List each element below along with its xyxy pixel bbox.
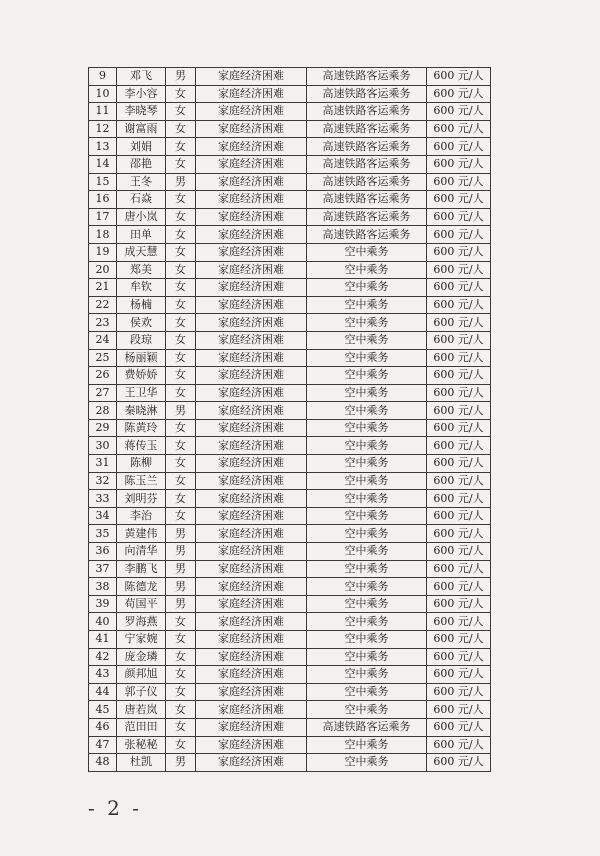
student-major-cell: 高速铁路客运乘务 xyxy=(307,718,427,736)
row-number-cell: 26 xyxy=(89,367,117,385)
student-major-cell: 空中乘务 xyxy=(307,402,427,420)
subsidy-reason-cell: 家庭经济困难 xyxy=(196,349,307,367)
subsidy-amount-cell: 600 元/人 xyxy=(427,648,491,666)
student-major-cell: 高速铁路客运乘务 xyxy=(307,103,427,121)
table-row xyxy=(89,683,491,701)
student-name-cell: 颜邦旭 xyxy=(117,666,166,684)
subsidy-amount-cell: 600 元/人 xyxy=(427,208,491,226)
table-row xyxy=(89,261,491,279)
student-gender-cell: 女 xyxy=(166,349,196,367)
table-row xyxy=(89,718,491,736)
subsidy-reason-cell: 家庭经济困难 xyxy=(196,631,307,649)
student-gender-cell: 女 xyxy=(166,103,196,121)
table-row xyxy=(89,595,491,613)
student-gender-cell: 女 xyxy=(166,701,196,719)
subsidy-reason-cell: 家庭经济困难 xyxy=(196,507,307,525)
student-name-cell: 苟国平 xyxy=(117,595,166,613)
row-number-cell: 47 xyxy=(89,736,117,754)
table-row xyxy=(89,349,491,367)
student-gender-cell: 女 xyxy=(166,314,196,332)
student-major-cell: 高速铁路客运乘务 xyxy=(307,191,427,209)
student-gender-cell: 女 xyxy=(166,208,196,226)
student-gender-cell: 男 xyxy=(166,578,196,596)
student-major-cell: 高速铁路客运乘务 xyxy=(307,138,427,156)
subsidy-reason-cell: 家庭经济困难 xyxy=(196,402,307,420)
student-gender-cell: 女 xyxy=(166,472,196,490)
row-number-cell: 17 xyxy=(89,208,117,226)
row-number-cell: 31 xyxy=(89,455,117,473)
table-row xyxy=(89,367,491,385)
subsidy-reason-cell: 家庭经济困难 xyxy=(196,490,307,508)
row-number-cell: 32 xyxy=(89,472,117,490)
row-number-cell: 30 xyxy=(89,437,117,455)
student-name-cell: 唐小岚 xyxy=(117,208,166,226)
table-row xyxy=(89,314,491,332)
row-number-cell: 40 xyxy=(89,613,117,631)
student-gender-cell: 女 xyxy=(166,138,196,156)
student-gender-cell: 男 xyxy=(166,68,196,86)
subsidy-amount-cell: 600 元/人 xyxy=(427,507,491,525)
subsidy-reason-cell: 家庭经济困难 xyxy=(196,666,307,684)
subsidy-reason-cell: 家庭经济困难 xyxy=(196,103,307,121)
student-major-cell: 空中乘务 xyxy=(307,419,427,437)
subsidy-amount-cell: 600 元/人 xyxy=(427,173,491,191)
subsidy-amount-cell: 600 元/人 xyxy=(427,701,491,719)
row-number-cell: 39 xyxy=(89,595,117,613)
subsidy-amount-cell: 600 元/人 xyxy=(427,666,491,684)
table-row xyxy=(89,419,491,437)
student-gender-cell: 男 xyxy=(166,543,196,561)
subsidy-reason-cell: 家庭经济困难 xyxy=(196,120,307,138)
subsidy-reason-cell: 家庭经济困难 xyxy=(196,138,307,156)
student-name-cell: 杨楠 xyxy=(117,296,166,314)
row-number-cell: 11 xyxy=(89,103,117,121)
row-number-cell: 35 xyxy=(89,525,117,543)
student-name-cell: 陈柳 xyxy=(117,455,166,473)
student-major-cell: 空中乘务 xyxy=(307,666,427,684)
subsidy-amount-cell: 600 元/人 xyxy=(427,68,491,86)
row-number-cell: 12 xyxy=(89,120,117,138)
student-gender-cell: 女 xyxy=(166,85,196,103)
subsidy-reason-cell: 家庭经济困难 xyxy=(196,279,307,297)
student-name-cell: 牟钦 xyxy=(117,279,166,297)
subsidy-reason-cell: 家庭经济困难 xyxy=(196,208,307,226)
student-name-cell: 杜凯 xyxy=(117,754,166,772)
subsidy-reason-cell: 家庭经济困难 xyxy=(196,736,307,754)
student-major-cell: 空中乘务 xyxy=(307,507,427,525)
table-row xyxy=(89,631,491,649)
subsidy-amount-cell: 600 元/人 xyxy=(427,402,491,420)
subsidy-amount-cell: 600 元/人 xyxy=(427,349,491,367)
row-number-cell: 45 xyxy=(89,701,117,719)
student-gender-cell: 女 xyxy=(166,437,196,455)
student-gender-cell: 女 xyxy=(166,331,196,349)
table-row xyxy=(89,208,491,226)
subsidy-reason-cell: 家庭经济困难 xyxy=(196,173,307,191)
student-major-cell: 空中乘务 xyxy=(307,683,427,701)
student-major-cell: 高速铁路客运乘务 xyxy=(307,173,427,191)
row-number-cell: 10 xyxy=(89,85,117,103)
subsidy-reason-cell: 家庭经济困难 xyxy=(196,155,307,173)
subsidy-reason-cell: 家庭经济困难 xyxy=(196,560,307,578)
student-major-cell: 空中乘务 xyxy=(307,701,427,719)
subsidy-amount-cell: 600 元/人 xyxy=(427,455,491,473)
page-number: - 2 - xyxy=(88,796,142,820)
subsidy-amount-cell: 600 元/人 xyxy=(427,736,491,754)
subsidy-amount-cell: 600 元/人 xyxy=(427,138,491,156)
row-number-cell: 22 xyxy=(89,296,117,314)
subsidy-roster-table xyxy=(88,67,491,772)
row-number-cell: 16 xyxy=(89,191,117,209)
student-name-cell: 蒋传玉 xyxy=(117,437,166,455)
student-name-cell: 李小容 xyxy=(117,85,166,103)
table-row xyxy=(89,754,491,772)
table-row xyxy=(89,243,491,261)
subsidy-reason-cell: 家庭经济困难 xyxy=(196,595,307,613)
subsidy-amount-cell: 600 元/人 xyxy=(427,279,491,297)
student-major-cell: 高速铁路客运乘务 xyxy=(307,68,427,86)
subsidy-amount-cell: 600 元/人 xyxy=(427,120,491,138)
student-name-cell: 陈玉兰 xyxy=(117,472,166,490)
table-row xyxy=(89,331,491,349)
subsidy-amount-cell: 600 元/人 xyxy=(427,560,491,578)
student-gender-cell: 女 xyxy=(166,683,196,701)
student-gender-cell: 女 xyxy=(166,631,196,649)
subsidy-reason-cell: 家庭经济困难 xyxy=(196,261,307,279)
table-row xyxy=(89,648,491,666)
subsidy-reason-cell: 家庭经济困难 xyxy=(196,331,307,349)
student-gender-cell: 男 xyxy=(166,402,196,420)
subsidy-amount-cell: 600 元/人 xyxy=(427,718,491,736)
row-number-cell: 33 xyxy=(89,490,117,508)
subsidy-reason-cell: 家庭经济困难 xyxy=(196,701,307,719)
row-number-cell: 43 xyxy=(89,666,117,684)
subsidy-reason-cell: 家庭经济困难 xyxy=(196,314,307,332)
student-name-cell: 石焱 xyxy=(117,191,166,209)
subsidy-amount-cell: 600 元/人 xyxy=(427,472,491,490)
student-gender-cell: 男 xyxy=(166,173,196,191)
table-row xyxy=(89,437,491,455)
student-gender-cell: 女 xyxy=(166,613,196,631)
row-number-cell: 14 xyxy=(89,155,117,173)
row-number-cell: 15 xyxy=(89,173,117,191)
student-gender-cell: 女 xyxy=(166,666,196,684)
student-major-cell: 空中乘务 xyxy=(307,243,427,261)
student-gender-cell: 男 xyxy=(166,595,196,613)
student-gender-cell: 男 xyxy=(166,560,196,578)
subsidy-reason-cell: 家庭经济困难 xyxy=(196,85,307,103)
student-major-cell: 高速铁路客运乘务 xyxy=(307,155,427,173)
student-major-cell: 空中乘务 xyxy=(307,331,427,349)
student-name-cell: 王冬 xyxy=(117,173,166,191)
table-row xyxy=(89,472,491,490)
student-major-cell: 空中乘务 xyxy=(307,754,427,772)
student-major-cell: 高速铁路客运乘务 xyxy=(307,226,427,244)
subsidy-amount-cell: 600 元/人 xyxy=(427,261,491,279)
subsidy-amount-cell: 600 元/人 xyxy=(427,314,491,332)
row-number-cell: 9 xyxy=(89,68,117,86)
table-row xyxy=(89,701,491,719)
row-number-cell: 13 xyxy=(89,138,117,156)
student-major-cell: 空中乘务 xyxy=(307,613,427,631)
student-gender-cell: 女 xyxy=(166,648,196,666)
table-row xyxy=(89,191,491,209)
student-gender-cell: 女 xyxy=(166,736,196,754)
table-row xyxy=(89,455,491,473)
student-name-cell: 李鹏飞 xyxy=(117,560,166,578)
row-number-cell: 25 xyxy=(89,349,117,367)
subsidy-reason-cell: 家庭经济困难 xyxy=(196,68,307,86)
student-name-cell: 唐若岚 xyxy=(117,701,166,719)
student-major-cell: 空中乘务 xyxy=(307,490,427,508)
student-name-cell: 成天慧 xyxy=(117,243,166,261)
subsidy-reason-cell: 家庭经济困难 xyxy=(196,648,307,666)
student-name-cell: 宁家婉 xyxy=(117,631,166,649)
student-gender-cell: 女 xyxy=(166,120,196,138)
student-name-cell: 侯欢 xyxy=(117,314,166,332)
student-major-cell: 高速铁路客运乘务 xyxy=(307,85,427,103)
subsidy-amount-cell: 600 元/人 xyxy=(427,419,491,437)
student-major-cell: 空中乘务 xyxy=(307,455,427,473)
subsidy-reason-cell: 家庭经济困难 xyxy=(196,243,307,261)
subsidy-reason-cell: 家庭经济困难 xyxy=(196,543,307,561)
student-name-cell: 向清华 xyxy=(117,543,166,561)
subsidy-amount-cell: 600 元/人 xyxy=(427,613,491,631)
subsidy-amount-cell: 600 元/人 xyxy=(427,683,491,701)
table-row xyxy=(89,507,491,525)
subsidy-reason-cell: 家庭经济困难 xyxy=(196,367,307,385)
table-row xyxy=(89,578,491,596)
row-number-cell: 19 xyxy=(89,243,117,261)
table-row xyxy=(89,666,491,684)
student-gender-cell: 女 xyxy=(166,226,196,244)
table-row xyxy=(89,279,491,297)
table-row xyxy=(89,120,491,138)
student-name-cell: 罗海燕 xyxy=(117,613,166,631)
subsidy-amount-cell: 600 元/人 xyxy=(427,525,491,543)
table-row xyxy=(89,296,491,314)
subsidy-reason-cell: 家庭经济困难 xyxy=(196,613,307,631)
row-number-cell: 29 xyxy=(89,419,117,437)
student-gender-cell: 女 xyxy=(166,367,196,385)
subsidy-reason-cell: 家庭经济困难 xyxy=(196,455,307,473)
table-row xyxy=(89,173,491,191)
row-number-cell: 34 xyxy=(89,507,117,525)
student-gender-cell: 男 xyxy=(166,754,196,772)
student-name-cell: 刘娟 xyxy=(117,138,166,156)
table-row xyxy=(89,613,491,631)
subsidy-reason-cell: 家庭经济困难 xyxy=(196,226,307,244)
student-name-cell: 费娇娇 xyxy=(117,367,166,385)
table-row xyxy=(89,402,491,420)
row-number-cell: 27 xyxy=(89,384,117,402)
row-number-cell: 38 xyxy=(89,578,117,596)
student-name-cell: 杨丽颖 xyxy=(117,349,166,367)
student-name-cell: 范田田 xyxy=(117,718,166,736)
table-row xyxy=(89,543,491,561)
student-major-cell: 空中乘务 xyxy=(307,543,427,561)
student-name-cell: 黄建伟 xyxy=(117,525,166,543)
student-major-cell: 空中乘务 xyxy=(307,314,427,332)
subsidy-reason-cell: 家庭经济困难 xyxy=(196,718,307,736)
subsidy-amount-cell: 600 元/人 xyxy=(427,155,491,173)
table-row xyxy=(89,525,491,543)
subsidy-amount-cell: 600 元/人 xyxy=(427,578,491,596)
student-major-cell: 高速铁路客运乘务 xyxy=(307,208,427,226)
subsidy-amount-cell: 600 元/人 xyxy=(427,631,491,649)
student-gender-cell: 男 xyxy=(166,525,196,543)
subsidy-reason-cell: 家庭经济困难 xyxy=(196,578,307,596)
row-number-cell: 36 xyxy=(89,543,117,561)
subsidy-amount-cell: 600 元/人 xyxy=(427,384,491,402)
row-number-cell: 42 xyxy=(89,648,117,666)
subsidy-reason-cell: 家庭经济困难 xyxy=(196,437,307,455)
student-major-cell: 空中乘务 xyxy=(307,595,427,613)
subsidy-amount-cell: 600 元/人 xyxy=(427,243,491,261)
subsidy-reason-cell: 家庭经济困难 xyxy=(196,683,307,701)
student-gender-cell: 女 xyxy=(166,718,196,736)
student-major-cell: 空中乘务 xyxy=(307,560,427,578)
subsidy-reason-cell: 家庭经济困难 xyxy=(196,525,307,543)
subsidy-amount-cell: 600 元/人 xyxy=(427,437,491,455)
row-number-cell: 46 xyxy=(89,718,117,736)
subsidy-amount-cell: 600 元/人 xyxy=(427,490,491,508)
student-name-cell: 邵艳 xyxy=(117,155,166,173)
student-major-cell: 空中乘务 xyxy=(307,349,427,367)
student-gender-cell: 女 xyxy=(166,155,196,173)
student-name-cell: 段琼 xyxy=(117,331,166,349)
student-major-cell: 空中乘务 xyxy=(307,472,427,490)
student-major-cell: 空中乘务 xyxy=(307,261,427,279)
subsidy-amount-cell: 600 元/人 xyxy=(427,595,491,613)
row-number-cell: 20 xyxy=(89,261,117,279)
student-major-cell: 高速铁路客运乘务 xyxy=(307,120,427,138)
row-number-cell: 24 xyxy=(89,331,117,349)
table-row xyxy=(89,226,491,244)
table-row xyxy=(89,85,491,103)
student-name-cell: 田单 xyxy=(117,226,166,244)
student-name-cell: 李治 xyxy=(117,507,166,525)
student-name-cell: 郭子仪 xyxy=(117,683,166,701)
table-row xyxy=(89,103,491,121)
subsidy-amount-cell: 600 元/人 xyxy=(427,191,491,209)
subsidy-amount-cell: 600 元/人 xyxy=(427,85,491,103)
student-gender-cell: 女 xyxy=(166,507,196,525)
subsidy-reason-cell: 家庭经济困难 xyxy=(196,419,307,437)
row-number-cell: 48 xyxy=(89,754,117,772)
student-name-cell: 陈德龙 xyxy=(117,578,166,596)
student-name-cell: 郑美 xyxy=(117,261,166,279)
student-major-cell: 空中乘务 xyxy=(307,384,427,402)
student-name-cell: 陈黄玲 xyxy=(117,419,166,437)
student-major-cell: 空中乘务 xyxy=(307,736,427,754)
student-name-cell: 庞金璘 xyxy=(117,648,166,666)
student-major-cell: 空中乘务 xyxy=(307,648,427,666)
student-name-cell: 邓飞 xyxy=(117,68,166,86)
student-gender-cell: 女 xyxy=(166,419,196,437)
row-number-cell: 44 xyxy=(89,683,117,701)
subsidy-amount-cell: 600 元/人 xyxy=(427,103,491,121)
table-row xyxy=(89,560,491,578)
table-row xyxy=(89,736,491,754)
subsidy-amount-cell: 600 元/人 xyxy=(427,754,491,772)
student-name-cell: 秦晓淋 xyxy=(117,402,166,420)
row-number-cell: 37 xyxy=(89,560,117,578)
student-name-cell: 张秘秘 xyxy=(117,736,166,754)
subsidy-reason-cell: 家庭经济困难 xyxy=(196,472,307,490)
student-name-cell: 王卫华 xyxy=(117,384,166,402)
student-gender-cell: 女 xyxy=(166,384,196,402)
student-gender-cell: 女 xyxy=(166,261,196,279)
subsidy-amount-cell: 600 元/人 xyxy=(427,226,491,244)
roster-body xyxy=(89,68,491,772)
student-major-cell: 空中乘务 xyxy=(307,578,427,596)
student-major-cell: 空中乘务 xyxy=(307,367,427,385)
student-gender-cell: 女 xyxy=(166,243,196,261)
table-row xyxy=(89,155,491,173)
subsidy-amount-cell: 600 元/人 xyxy=(427,367,491,385)
student-name-cell: 谢富雨 xyxy=(117,120,166,138)
table-row xyxy=(89,490,491,508)
row-number-cell: 21 xyxy=(89,279,117,297)
subsidy-reason-cell: 家庭经济困难 xyxy=(196,384,307,402)
row-number-cell: 23 xyxy=(89,314,117,332)
subsidy-reason-cell: 家庭经济困难 xyxy=(196,191,307,209)
student-name-cell: 李晓琴 xyxy=(117,103,166,121)
student-major-cell: 空中乘务 xyxy=(307,437,427,455)
student-gender-cell: 女 xyxy=(166,296,196,314)
student-name-cell: 刘明芬 xyxy=(117,490,166,508)
row-number-cell: 18 xyxy=(89,226,117,244)
student-major-cell: 空中乘务 xyxy=(307,296,427,314)
subsidy-amount-cell: 600 元/人 xyxy=(427,543,491,561)
row-number-cell: 28 xyxy=(89,402,117,420)
student-gender-cell: 女 xyxy=(166,279,196,297)
row-number-cell: 41 xyxy=(89,631,117,649)
table-row xyxy=(89,68,491,86)
table-row xyxy=(89,138,491,156)
student-gender-cell: 女 xyxy=(166,490,196,508)
student-gender-cell: 女 xyxy=(166,191,196,209)
subsidy-reason-cell: 家庭经济困难 xyxy=(196,296,307,314)
table-row xyxy=(89,384,491,402)
student-major-cell: 空中乘务 xyxy=(307,525,427,543)
student-major-cell: 空中乘务 xyxy=(307,631,427,649)
subsidy-amount-cell: 600 元/人 xyxy=(427,331,491,349)
student-major-cell: 空中乘务 xyxy=(307,279,427,297)
subsidy-amount-cell: 600 元/人 xyxy=(427,296,491,314)
student-gender-cell: 女 xyxy=(166,455,196,473)
subsidy-reason-cell: 家庭经济困难 xyxy=(196,754,307,772)
